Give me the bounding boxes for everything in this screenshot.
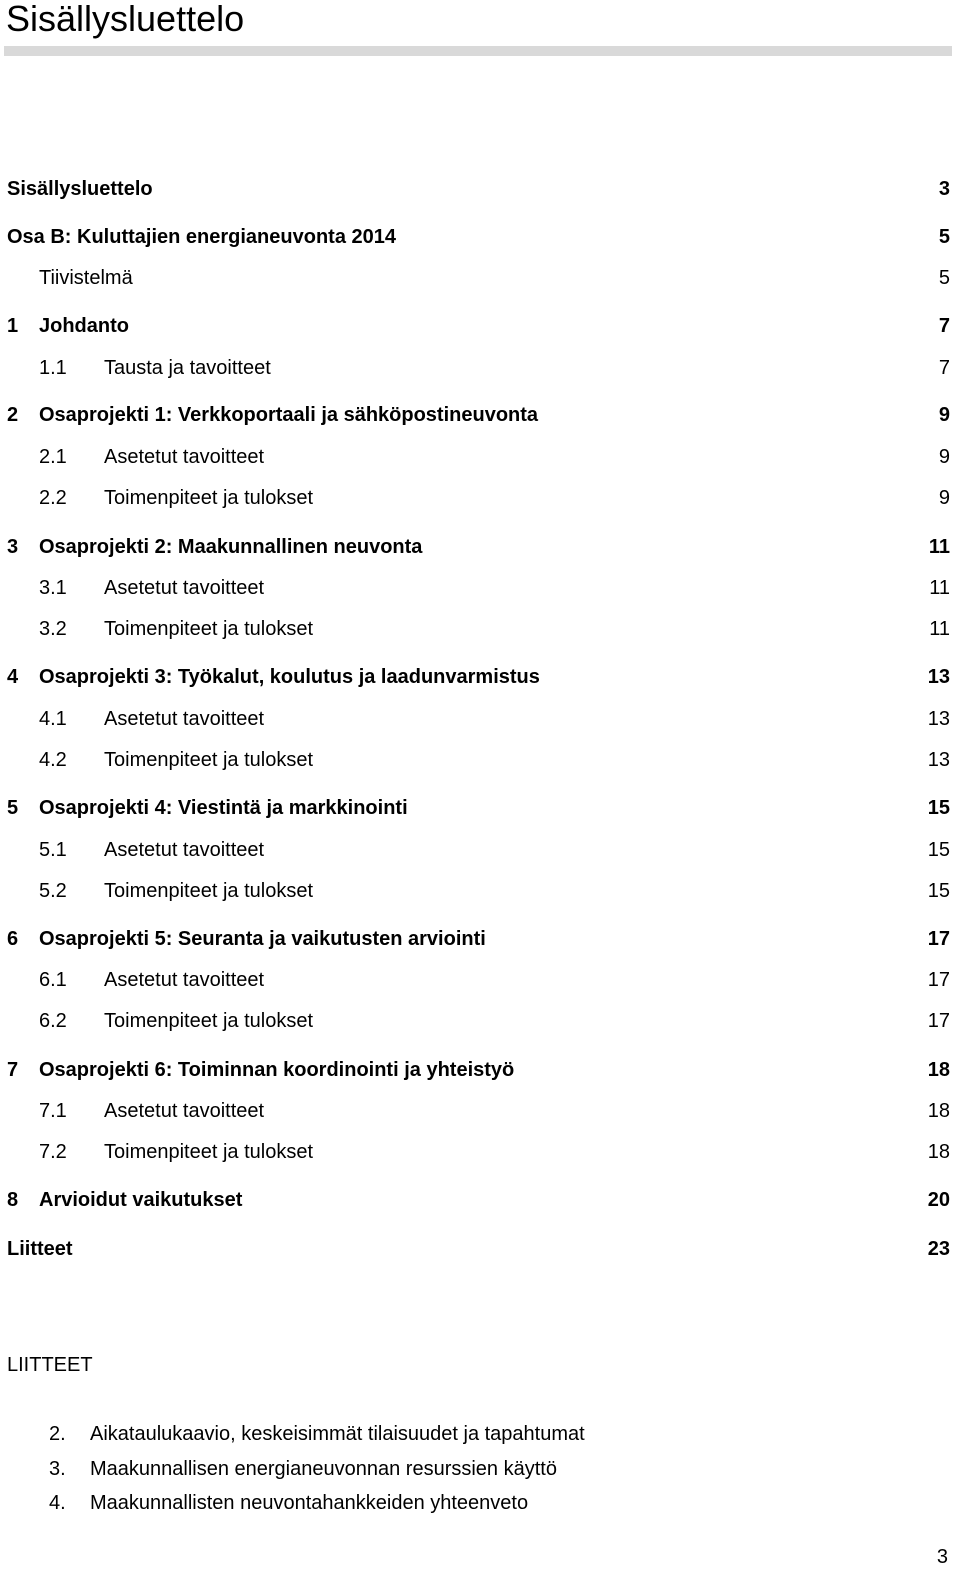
- toc-entry-page: 11: [928, 536, 950, 558]
- toc-entry-label: Asetetut tavoitteet: [104, 839, 265, 861]
- toc-entry-number: 1: [7, 315, 19, 337]
- toc-entry-label: Asetetut tavoitteet: [104, 577, 265, 599]
- toc-entry[interactable]: [0, 614, 960, 644]
- toc-entry-number: 3: [7, 536, 19, 558]
- toc-entry-label: Asetetut tavoitteet: [104, 969, 265, 991]
- appendix-item-number: 4.: [49, 1492, 66, 1514]
- toc-entry-page: 9: [938, 404, 950, 426]
- toc-entry-page: 15: [927, 797, 950, 819]
- toc-entry-number: 4: [7, 666, 19, 688]
- toc-entry-label: Toimenpiteet ja tulokset: [104, 618, 314, 640]
- toc-entry[interactable]: [0, 311, 960, 341]
- toc-entry-label: Toimenpiteet ja tulokset: [104, 880, 314, 902]
- appendix-item: [0, 1454, 960, 1484]
- toc-entry-label: Toimenpiteet ja tulokset: [104, 749, 314, 771]
- toc-entry[interactable]: [0, 704, 960, 734]
- toc-entry-label: Tiivistelmä: [39, 267, 133, 289]
- toc-entry-number: 2: [7, 404, 19, 426]
- toc-entry-page: 15: [927, 880, 950, 902]
- toc-entry-label: Osaprojekti 3: Työkalut, koulutus ja laadunvarmistus: [39, 666, 540, 688]
- toc-entry[interactable]: [0, 1006, 960, 1036]
- appendix-item-number: 2.: [49, 1423, 66, 1445]
- toc-entry-number: 7.2: [39, 1141, 67, 1163]
- appendix-heading: LIITTEET: [7, 1354, 93, 1376]
- toc-entry[interactable]: [0, 483, 960, 513]
- toc-entry-page: 11: [929, 618, 950, 640]
- toc-entry[interactable]: [0, 835, 960, 865]
- page-title: Sisällysluettelo: [6, 0, 245, 39]
- toc-entry-label: Asetetut tavoitteet: [104, 708, 265, 730]
- toc-entry-page: 20: [927, 1189, 950, 1211]
- toc-entry-number: 5.1: [39, 839, 67, 861]
- toc-entry-number: 3.1: [39, 577, 67, 599]
- appendix-item-label: Maakunnallisten neuvontahankkeiden yhteenveto: [90, 1492, 529, 1514]
- toc-entry[interactable]: [0, 222, 960, 252]
- toc-entry-label: Tausta ja tavoitteet: [104, 357, 271, 379]
- toc-entry-number: 4.2: [39, 749, 67, 771]
- toc-entry-label: Osaprojekti 1: Verkkoportaali ja sähköpostineuvonta: [39, 404, 539, 426]
- toc-entry-page: 17: [927, 969, 950, 991]
- toc-entry-number: 3.2: [39, 618, 67, 640]
- toc-entry[interactable]: [0, 876, 960, 906]
- toc-entry-label: Asetetut tavoitteet: [104, 1100, 265, 1122]
- toc-entry-number: 2.1: [39, 446, 67, 468]
- toc-entry[interactable]: [0, 573, 960, 603]
- toc-entry[interactable]: [0, 1096, 960, 1126]
- appendix-item-label: Maakunnallisen energianeuvonnan resurssien käyttö: [90, 1458, 557, 1480]
- toc-entry-page: 23: [927, 1238, 950, 1260]
- toc-entry-label: Johdanto: [39, 315, 129, 337]
- toc-entry-page: 5: [938, 267, 950, 289]
- toc-entry-number: 5.2: [39, 880, 67, 902]
- toc-entry[interactable]: [0, 793, 960, 823]
- page-number: 3: [936, 1546, 948, 1568]
- toc-entry-page: 17: [927, 1010, 950, 1032]
- toc-entry[interactable]: [0, 745, 960, 775]
- toc-entry-label: Osa B: Kuluttajien energianeuvonta 2014: [7, 226, 396, 248]
- toc-entry-page: 18: [927, 1100, 950, 1122]
- toc-entry-label: Toimenpiteet ja tulokset: [104, 487, 314, 509]
- toc-entry-label: Toimenpiteet ja tulokset: [104, 1010, 314, 1032]
- toc-entry[interactable]: [0, 924, 960, 954]
- toc-entry-page: 5: [938, 226, 950, 248]
- toc-entry-label: Liitteet: [7, 1238, 73, 1260]
- toc-entry-page: 7: [938, 357, 950, 379]
- toc-entry-label: Asetetut tavoitteet: [104, 446, 265, 468]
- toc-entry-label: Osaprojekti 5: Seuranta ja vaikutusten arviointi: [39, 928, 486, 950]
- toc-entry[interactable]: [0, 400, 960, 430]
- toc-entry-page: 9: [938, 446, 950, 468]
- toc-entry-label: Sisällysluettelo: [7, 178, 153, 200]
- toc-entry-number: 7: [7, 1059, 19, 1081]
- toc-entry-page: 11: [929, 577, 950, 599]
- toc-entry[interactable]: [0, 353, 960, 383]
- toc-entry-page: 3: [938, 178, 950, 200]
- toc-entry-page: 18: [927, 1059, 950, 1081]
- toc-entry[interactable]: [0, 1234, 960, 1264]
- toc-entry-page: 9: [938, 487, 950, 509]
- appendix-item-number: 3.: [49, 1458, 66, 1480]
- appendix-item: [0, 1488, 960, 1518]
- toc-entry[interactable]: [0, 662, 960, 692]
- toc-entry-number: 8: [7, 1189, 19, 1211]
- toc-entry[interactable]: [0, 174, 960, 204]
- toc-entry-label: Toimenpiteet ja tulokset: [104, 1141, 314, 1163]
- toc-entry-number: 6.1: [39, 969, 67, 991]
- toc-entry-page: 15: [927, 839, 950, 861]
- title-divider: [4, 46, 952, 56]
- toc-entry-number: 7.1: [39, 1100, 67, 1122]
- toc-entry-number: 1.1: [39, 357, 67, 379]
- toc-entry-page: 17: [927, 928, 950, 950]
- toc-entry-label: Arvioidut vaikutukset: [39, 1189, 243, 1211]
- toc-entry-number: 5: [7, 797, 19, 819]
- toc-entry-number: 2.2: [39, 487, 67, 509]
- toc-entry-page: 13: [927, 708, 950, 730]
- toc-entry[interactable]: [0, 1055, 960, 1085]
- appendix-item: [0, 1419, 960, 1449]
- toc-entry-page: 7: [938, 315, 950, 337]
- toc-entry-page: 13: [927, 666, 950, 688]
- toc-entry[interactable]: [0, 1185, 960, 1215]
- toc-entry[interactable]: [0, 263, 960, 293]
- toc-entry[interactable]: [0, 532, 960, 562]
- toc-entry-number: 6: [7, 928, 19, 950]
- toc-entry-number: 6.2: [39, 1010, 67, 1032]
- toc-entry[interactable]: [0, 442, 960, 472]
- toc-entry-label: Osaprojekti 4: Viestintä ja markkinointi: [39, 797, 408, 819]
- toc-entry-page: 13: [927, 749, 950, 771]
- toc-entry-number: 4.1: [39, 708, 67, 730]
- toc-entry[interactable]: [0, 1137, 960, 1167]
- toc-entry[interactable]: [0, 965, 960, 995]
- toc-entry-label: Osaprojekti 6: Toiminnan koordinointi ja yhteistyö: [39, 1059, 515, 1081]
- appendix-item-label: Aikataulukaavio, keskeisimmät tilaisuudet ja tapahtumat: [90, 1423, 585, 1445]
- toc-entry-page: 18: [927, 1141, 950, 1163]
- toc-entry-label: Osaprojekti 2: Maakunnallinen neuvonta: [39, 536, 423, 558]
